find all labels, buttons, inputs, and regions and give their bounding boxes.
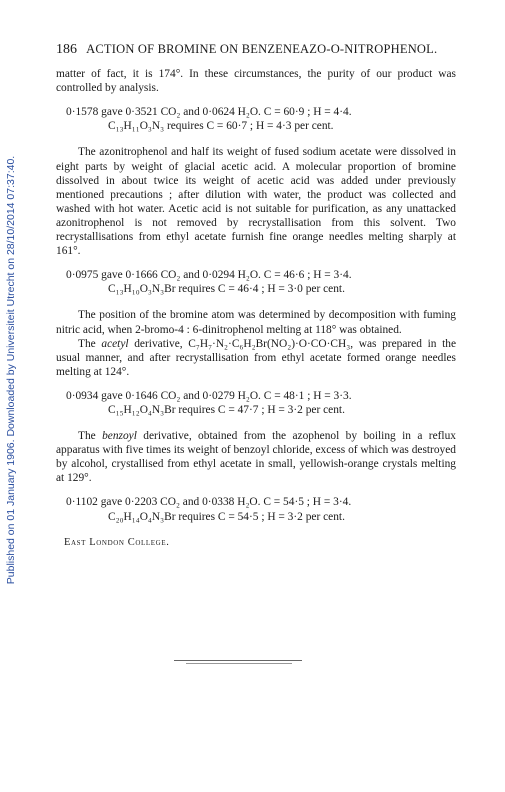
analysis-found: 0·0934 gave 0·1646 CO₂ and 0·0279 H₂O. C = 48·1 ; H = 3·3. — [66, 389, 352, 402]
end-rule — [174, 660, 302, 661]
affiliation: East London College. — [64, 536, 170, 548]
text-run: The — [78, 430, 103, 443]
analysis-block — [56, 105, 456, 133]
page-title: ACTION OF BROMINE ON BENZENEAZO-O-NITROPHENOL. — [86, 42, 438, 56]
analysis-found: 0·1578 gave 0·3521 CO₂ and 0·0624 H₂O. C = 60·9 ; H = 4·4. — [66, 106, 352, 119]
analysis-block — [56, 495, 456, 523]
paragraph — [56, 337, 456, 379]
analysis-required: C₁₃H₁₀O₃N₃Br requires C = 46·4 ; H = 3·0 per cent. — [108, 283, 345, 296]
paragraph: matter of fact, it is 174°. In these circumstances, the purity of our product was controlled by analysis. — [56, 68, 456, 95]
italic-term: acetyl — [101, 337, 129, 350]
paragraph — [56, 429, 456, 485]
page-number: 186 — [56, 42, 77, 57]
publication-sidebar — [0, 120, 22, 620]
analysis-found: 0·0975 gave 0·1666 CO₂ and 0·0294 H₂O. C = 46·6 ; H = 3·4. — [66, 269, 352, 282]
italic-term: benzoyl — [102, 430, 137, 443]
analysis-found: 0·1102 gave 0·2203 CO₂ and 0·0338 H₂O. C = 54·5 ; H = 3·4. — [66, 496, 352, 509]
text-run: derivative, C₇H₇·N₂·C₆H₂Br(NO₂)·O·CO·CH₃, was prepared in the usual manner, and after recrystallisation from ethyl acetate formed orange needles melting at 124°. — [56, 337, 457, 378]
paragraph: The position of the bromine atom was determined by decomposition with fuming nitric acid, when 2-bromo-4 : 6-dinitrophenol melting at 118° was obtained. — [56, 309, 456, 336]
analysis-required: C₂₀H₁₄O₄N₃Br requires C = 54·5 ; H = 3·2 per cent. — [108, 510, 345, 523]
publication-info-text: Published on 01 January 1906. Downloaded by Universiteit Utrecht on 28/10/2014 07:37:40. — [5, 155, 17, 585]
end-rule — [186, 663, 292, 664]
analysis-block — [56, 268, 456, 296]
page-content — [56, 42, 456, 550]
text-run: derivative, obtained from the azophenol by boiling in a reflux apparatus with five times its weight of benzoyl chloride, excess of which was destroyed by alcohol, crystallised from ethyl acetate in small, yellowish-orange crystals melting at 129°. — [56, 430, 456, 485]
paragraph: The azonitrophenol and half its weight of fused sodium acetate were dissolved in eight parts by weight of glacial acetic acid. A molecular proportion of bromine dissolved in about twice its weight of acetic acid was added under previously mentioned precautions ; after dilution with water, the product was collected and washed with hot water. Acetic acid is not suitable for purification, as any unattacked azonitrophenol is not removed by recrystallisation from this solvent. Two recrystallisations from ethyl acetate furnish fine orange needles melting sharply at 161°. — [56, 146, 456, 258]
analysis-required: C₁₅H₁₂O₄N₃Br requires C = 47·7 ; H = 3·2 per cent. — [108, 403, 345, 416]
analysis-block — [56, 389, 456, 417]
analysis-required: C₁₃H₁₁O₃N₃ requires C = 60·7 ; H = 4·3 per cent. — [108, 120, 334, 133]
running-header — [56, 42, 456, 57]
text-run: The — [78, 337, 102, 350]
